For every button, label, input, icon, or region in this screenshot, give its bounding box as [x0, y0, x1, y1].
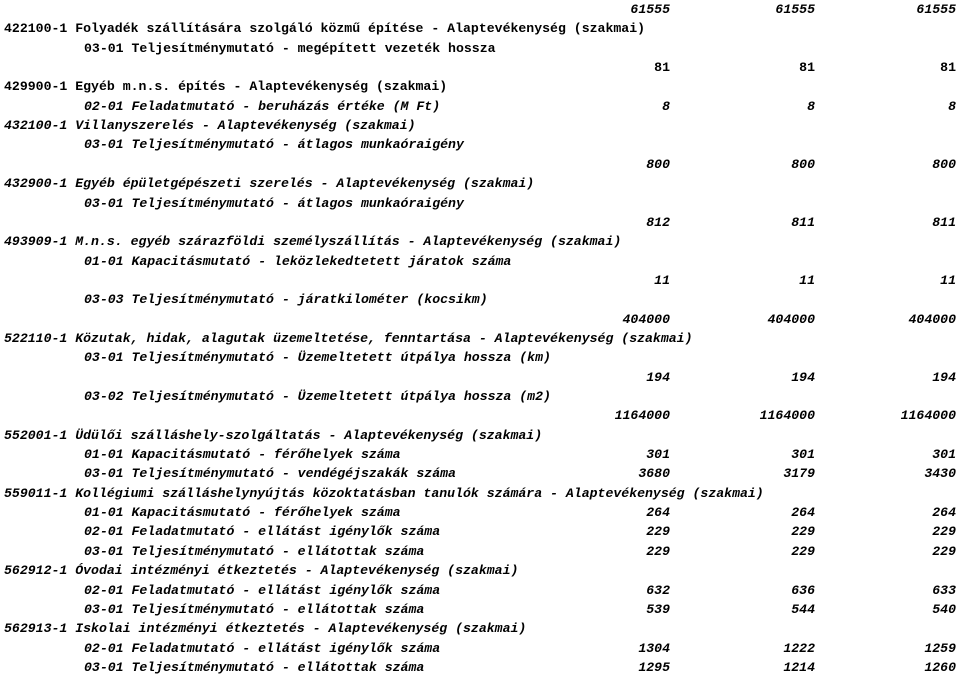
indicator-label: 03-01 Teljesítménymutató - átlagos munkaóraigény — [84, 137, 464, 153]
indicator-row — [0, 194, 960, 213]
value-col-2: 1214 — [783, 659, 815, 675]
indicator-label: 02-01 Feladatmutató - ellátást igénylők száma — [84, 582, 441, 598]
indicator-row — [0, 252, 960, 271]
indicator-label: 02-01 Feladatmutató - beruházás értéke (M Ft) — [84, 98, 441, 114]
value-col-1: 1304 — [638, 640, 670, 656]
indicator-row — [0, 464, 960, 483]
category-row — [0, 561, 960, 580]
category-row — [0, 484, 960, 503]
indicator-row — [0, 445, 960, 464]
value-col-3: 1259 — [924, 640, 956, 656]
values-row — [0, 213, 960, 232]
value-col-2: 61555 — [775, 2, 815, 17]
value-col-1: 264 — [646, 505, 670, 521]
indicator-row — [0, 290, 960, 309]
value-col-3: 1164000 — [900, 408, 956, 424]
category-row — [0, 116, 960, 135]
indicator-label: 01-01 Kapacitásmutató - férőhelyek száma — [84, 447, 401, 463]
value-col-2: 81 — [799, 60, 815, 76]
indicator-label: 03-01 Teljesítménymutató - ellátottak száma — [84, 659, 425, 675]
indicator-row — [0, 639, 960, 658]
value-col-3: 264 — [932, 505, 956, 521]
value-col-3: 194 — [932, 369, 956, 385]
value-col-1: 8 — [662, 98, 670, 114]
value-col-1: 812 — [646, 214, 670, 230]
indicator-row — [0, 503, 960, 522]
value-col-1: 229 — [646, 543, 670, 559]
value-col-2: 544 — [791, 601, 815, 617]
value-col-1: 1295 — [638, 659, 670, 675]
value-col-2: 264 — [791, 505, 815, 521]
indicator-label: 01-01 Kapacitásmutató - férőhelyek száma — [84, 505, 401, 521]
value-col-1: 632 — [646, 582, 670, 598]
value-col-3: 229 — [932, 543, 956, 559]
value-col-2: 194 — [791, 369, 815, 385]
indicator-row — [0, 387, 960, 406]
value-col-1: 539 — [646, 601, 670, 617]
category-row — [0, 232, 960, 251]
value-col-3: 81 — [940, 60, 956, 76]
indicator-label: 03-01 Teljesítménymutató - Üzemeltetett útpálya hossza (km) — [84, 350, 551, 366]
value-col-3: 301 — [932, 447, 956, 463]
category-label: 493909-1 M.n.s. egyéb szárazföldi személyszállítás - Alaptevékenység (szakmai) — [4, 234, 622, 250]
category-row — [0, 329, 960, 348]
value-col-2: 8 — [807, 98, 815, 114]
indicator-label: 02-01 Feladatmutató - ellátást igénylők száma — [84, 640, 441, 656]
value-col-3: 11 — [940, 272, 956, 288]
value-col-3: 3430 — [924, 466, 956, 482]
indicator-row — [0, 39, 960, 58]
values-row — [0, 0, 960, 19]
value-col-1: 81 — [654, 60, 670, 76]
category-label: 562912-1 Óvodai intézményi étkeztetés - Alaptevékenység (szakmai) — [4, 563, 519, 579]
value-col-1: 1164000 — [614, 408, 670, 424]
indicator-row — [0, 581, 960, 600]
value-col-2: 229 — [791, 524, 815, 540]
value-col-2: 636 — [791, 582, 815, 598]
category-row — [0, 77, 960, 96]
value-col-3: 229 — [932, 524, 956, 540]
indicator-label: 03-01 Teljesítménymutató - átlagos munkaóraigény — [84, 195, 464, 211]
value-col-3: 633 — [932, 582, 956, 598]
indicator-row — [0, 135, 960, 154]
indicator-label: 01-01 Kapacitásmutató - leközlekedtetett járatok száma — [84, 253, 512, 269]
value-col-1: 301 — [646, 447, 670, 463]
indicator-label: 03-01 Teljesítménymutató - vendégéjszakák száma — [84, 466, 456, 482]
value-col-2: 1164000 — [759, 408, 815, 424]
value-col-3: 8 — [948, 98, 956, 114]
category-label: 522110-1 Közutak, hidak, alagutak üzemeltetése, fenntartása - Alaptevékenység (szakmai) — [4, 330, 693, 346]
indicator-label: 02-01 Feladatmutató - ellátást igénylők száma — [84, 524, 441, 540]
category-label: 422100-1 Folyadék szállítására szolgáló közmű építése - Alaptevékenység (szakmai) — [4, 21, 646, 37]
indicator-row — [0, 522, 960, 541]
values-row — [0, 58, 960, 77]
value-col-2: 229 — [791, 543, 815, 559]
indicator-row — [0, 658, 960, 677]
indicator-row — [0, 348, 960, 367]
value-col-1: 194 — [646, 369, 670, 385]
value-col-3: 1260 — [924, 659, 956, 675]
category-label: 432100-1 Villanyszerelés - Alaptevékenység (szakmai) — [4, 118, 416, 134]
category-row — [0, 426, 960, 445]
value-col-1: 404000 — [622, 311, 670, 327]
values-row — [0, 368, 960, 387]
indicator-row — [0, 542, 960, 561]
value-col-1: 800 — [646, 156, 670, 172]
value-col-2: 3179 — [783, 466, 815, 482]
value-col-3: 61555 — [916, 2, 956, 17]
indicator-label: 03-01 Teljesítménymutató - megépített vezeték hossza — [84, 40, 496, 56]
value-col-1: 61555 — [630, 2, 670, 17]
indicator-label: 03-01 Teljesítménymutató - ellátottak száma — [84, 543, 425, 559]
value-col-2: 301 — [791, 447, 815, 463]
value-col-2: 404000 — [767, 311, 815, 327]
value-col-3: 800 — [932, 156, 956, 172]
values-row — [0, 155, 960, 174]
value-col-2: 811 — [791, 214, 815, 230]
category-row — [0, 174, 960, 193]
category-row — [0, 619, 960, 638]
category-label: 562913-1 Iskolai intézményi étkeztetés - Alaptevékenység (szakmai) — [4, 621, 527, 637]
values-row — [0, 271, 960, 290]
value-col-1: 229 — [646, 524, 670, 540]
indicator-row — [0, 97, 960, 116]
category-label: 559011-1 Kollégiumi szálláshelynyújtás közoktatásban tanulók számára - Alaptevékenység (szakmai) — [4, 485, 764, 501]
category-label: 432900-1 Egyéb épületgépészeti szerelés - Alaptevékenység (szakmai) — [4, 176, 535, 192]
value-col-2: 800 — [791, 156, 815, 172]
value-col-3: 540 — [932, 601, 956, 617]
indicator-label: 03-03 Teljesítménymutató - járatkilométer (kocsikm) — [84, 292, 488, 308]
values-row — [0, 310, 960, 329]
indicator-label: 03-01 Teljesítménymutató - ellátottak száma — [84, 601, 425, 617]
category-label: 429900-1 Egyéb m.n.s. építés - Alaptevékenység (szakmai) — [4, 79, 448, 95]
values-row — [0, 406, 960, 425]
value-col-1: 3680 — [638, 466, 670, 482]
value-col-2: 11 — [799, 272, 815, 288]
value-col-1: 11 — [654, 272, 670, 288]
value-col-3: 404000 — [908, 311, 956, 327]
indicator-row — [0, 600, 960, 619]
value-col-2: 1222 — [783, 640, 815, 656]
category-row — [0, 19, 960, 38]
value-col-3: 811 — [932, 214, 956, 230]
category-label: 552001-1 Üdülői szálláshely-szolgáltatás - Alaptevékenység (szakmai) — [4, 427, 543, 443]
indicator-label: 03-02 Teljesítménymutató - Üzemeltetett útpálya hossza (m2) — [84, 389, 551, 404]
